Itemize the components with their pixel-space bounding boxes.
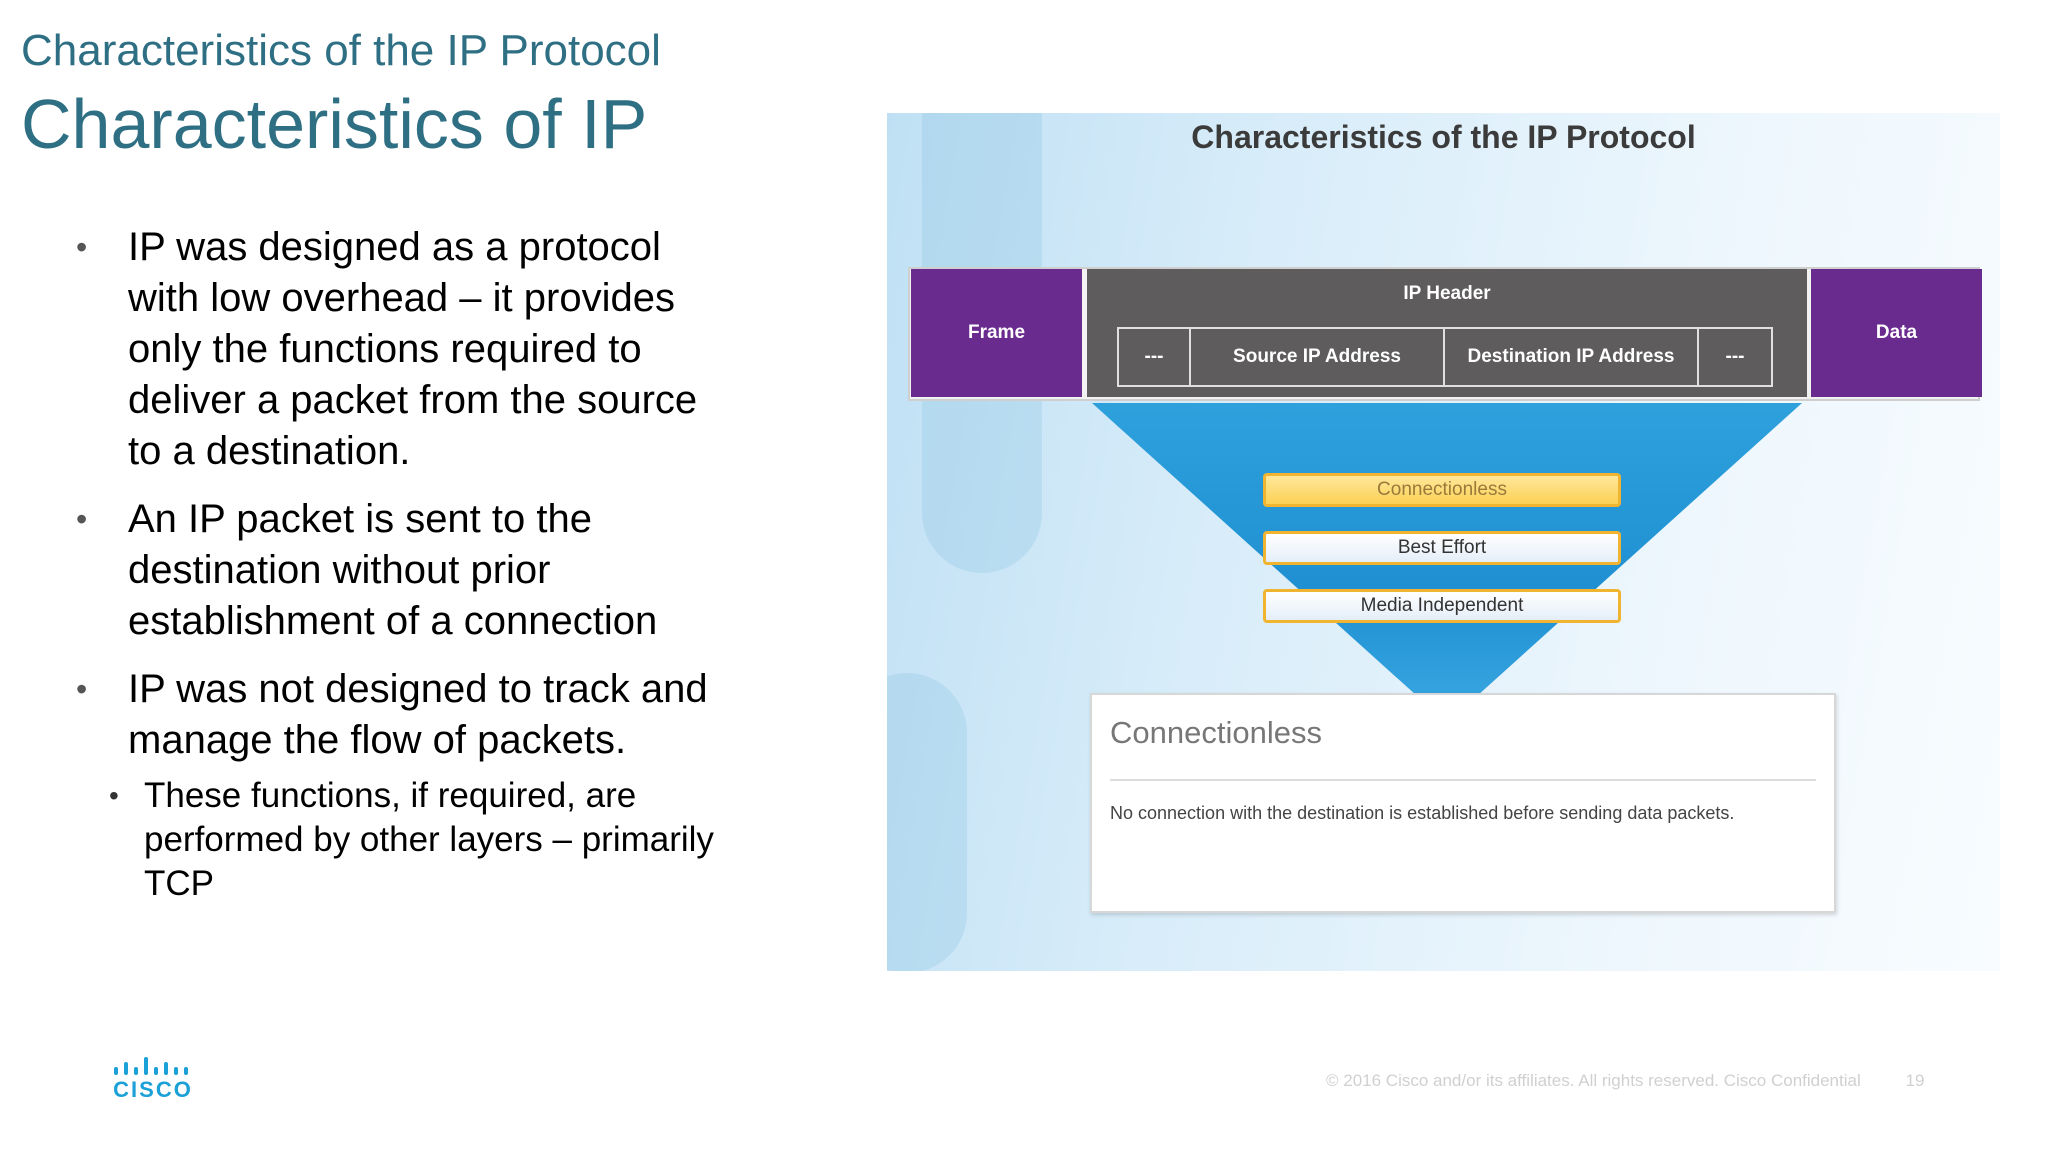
bullet-marker: • (76, 229, 88, 265)
background-decoration (887, 673, 967, 971)
bullet-marker: • (76, 671, 88, 707)
bullet-text: IP was designed as a protocol with low overhead – it provides only the functions required to deliver a packet from the source to a destination. (128, 225, 698, 473)
cisco-wordmark: CISCO (113, 1077, 193, 1102)
cisco-logo (112, 1055, 194, 1103)
ip-field-destination-address: Destination IP Address (1445, 329, 1699, 385)
media-independent-button[interactable]: Media Independent (1263, 589, 1621, 623)
copyright-text: © 2016 Cisco and/or its affiliates. All rights reserved. Cisco Confidential (1326, 1071, 1861, 1090)
bullet-item (76, 494, 716, 647)
best-effort-button[interactable]: Best Effort (1263, 531, 1621, 565)
description-title: Connectionless (1110, 715, 1322, 750)
sub-bullet-text: These functions, if required, are performed by other layers – primarily TCP (144, 776, 714, 903)
ip-header-block (1087, 269, 1807, 397)
bullet-list (76, 222, 716, 906)
bullet-item (76, 222, 716, 477)
ip-header-label: IP Header (1403, 283, 1491, 304)
sub-bullet-item (109, 774, 716, 906)
bullet-marker: • (76, 501, 88, 537)
bullet-text: An IP packet is sent to the destination without prior establishment of a connection (128, 497, 658, 643)
page-number: 19 (1905, 1071, 1925, 1090)
figure-title: Characteristics of the IP Protocol (1191, 119, 1696, 155)
slide-title: Characteristics of IP (21, 85, 648, 163)
connectionless-button[interactable]: Connectionless (1263, 473, 1621, 507)
divider (1110, 779, 1816, 781)
description-panel (1090, 693, 1836, 913)
ip-field-source-address: Source IP Address (1191, 329, 1445, 385)
bullet-marker: • (109, 780, 119, 811)
ip-field-ellipsis: --- (1725, 346, 1745, 367)
data-block: Data (1811, 269, 1982, 397)
slide-subtitle: Characteristics of the IP Protocol (21, 26, 661, 75)
bullet-item (76, 664, 716, 766)
ip-characteristics-figure (887, 113, 2000, 971)
footer (1326, 1071, 1924, 1091)
ip-field-ellipsis: --- (1119, 329, 1191, 385)
ip-header-fields (1117, 327, 1773, 387)
bullet-text: IP was not designed to track and manage the flow of packets. (128, 667, 708, 762)
frame-block: Frame (911, 269, 1082, 397)
cisco-bars-icon (112, 1055, 194, 1077)
description-text: No connection with the destination is established before sending data packets. (1110, 803, 1735, 823)
